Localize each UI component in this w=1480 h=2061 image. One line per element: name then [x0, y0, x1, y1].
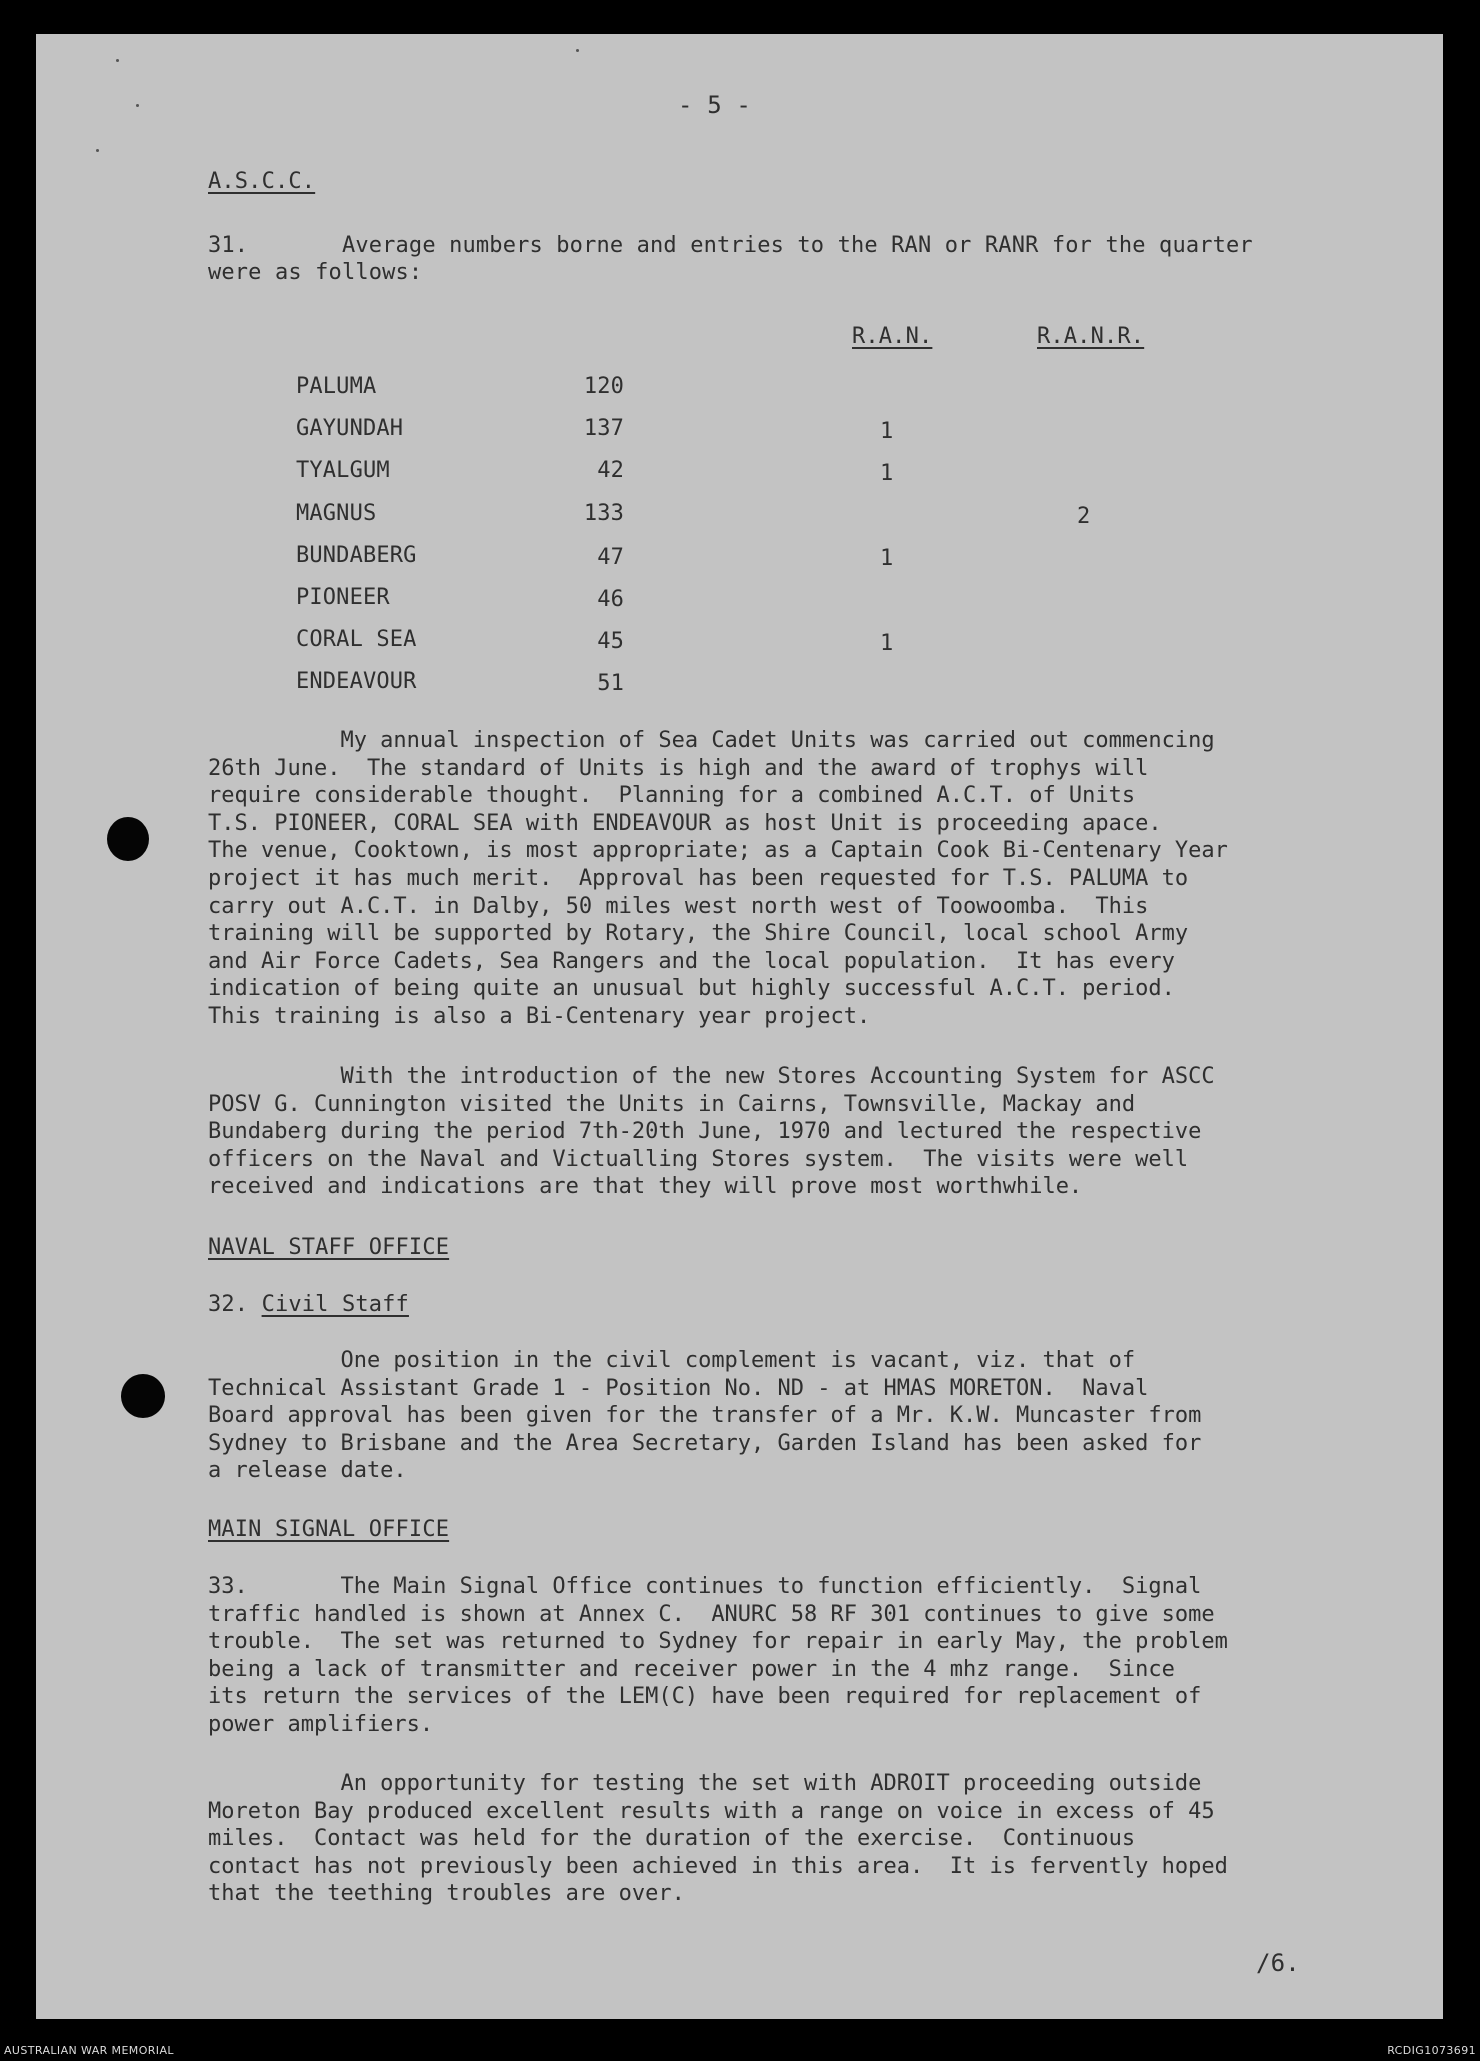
- testing-paragraph: An opportunity for testing the set with ADROIT proceeding outside Moreton Bay produced excellent results with a range on voice in excess of 45 miles. Contact was held for the duration of the exercise. Continuous contact has not previously been achieved in this area. It is fervently hoped that the teething troubles are over.: [208, 1771, 1228, 1907]
- unit-ran: 1: [880, 461, 894, 486]
- unit-ranr: 2: [1077, 504, 1091, 529]
- page-continuation: /6.: [1256, 1949, 1300, 1977]
- punch-hole: [121, 1374, 165, 1418]
- unit-borne: 47: [597, 545, 624, 570]
- unit-borne: 120: [583, 374, 624, 399]
- punch-hole: [107, 817, 149, 861]
- para31-line2: were as follows:: [208, 260, 423, 285]
- paper-speck: [96, 149, 99, 152]
- subsection-heading-civil-staff: Civil Staff: [261, 1292, 409, 1317]
- footer-archive-name: AUSTRALIAN WAR MEMORIAL: [4, 2044, 174, 2057]
- section-heading-main-signal: MAIN SIGNAL OFFICE: [208, 1517, 450, 1542]
- column-header-ranr: R.A.N.R.: [1037, 324, 1145, 349]
- unit-name: CORAL SEA: [296, 627, 417, 652]
- unit-name: TYALGUM: [296, 458, 390, 483]
- unit-name: GAYUNDAH: [296, 416, 404, 441]
- unit-ran: 1: [880, 631, 894, 656]
- unit-borne: 137: [583, 416, 624, 441]
- column-header-ran: R.A.N.: [852, 324, 933, 349]
- paper-speck: [576, 49, 579, 52]
- inspection-paragraph: My annual inspection of Sea Cadet Units was carried out commencing 26th June. The standard of Units is high and the award of trophys will require considerable thought. Planning for a combined A.C.T. of Units T.S. PIONEER, CORAL SEA with ENDEAVOUR as host Unit is proceeding apace. The venue, Cooktown, is most appropriate; as a Captain Cook Bi-Centenary Year project it has much merit. Approval has been requested for T.S. PALUMA to carry out A.C.T. in Dalby, 50 miles west north west of Toowoomba. This training will be supported by Rotary, the Shire Council, local school Army and Air Force Cadets, Sea Rangers and the local population. It has every indication of being quite an unusual but highly successful A.C.T. period. This training is also a Bi-Centenary year project.: [208, 728, 1228, 1029]
- unit-borne: 51: [597, 671, 624, 696]
- unit-borne: 133: [583, 501, 624, 526]
- para33: 33. The Main Signal Office continues to function efficiently. Signal traffic handled is shown at Annex C. ANURC 58 RF 301 continues to give some trouble. The set was returned to Sydney for repair in early May, the problem being a lack of transmitter and receiver power in the 4 mhz range. Since its return the services of the LEM(C) have been required for replacement of power amplifiers.: [208, 1574, 1228, 1737]
- section-heading-ascc: A.S.C.C.: [208, 169, 316, 194]
- unit-borne: 46: [597, 587, 624, 612]
- footer-record-id: RCDIG1073691: [1387, 2044, 1476, 2057]
- document-page: [36, 34, 1443, 2019]
- unit-ran: 1: [880, 419, 894, 444]
- unit-name: BUNDABERG: [296, 543, 417, 568]
- civil-staff-paragraph: One position in the civil complement is vacant, viz. that of Technical Assistant Grade 1 - Position No. ND - at HMAS MORETON. Naval Board approval has been given for the transfer of a Mr. K.W. Muncaster from Sydney to Brisbane and the Area Secretary, Garden Island has been asked for a release date.: [208, 1348, 1202, 1484]
- unit-name: ENDEAVOUR: [296, 669, 417, 694]
- unit-borne: 45: [597, 629, 624, 654]
- subsection-32: [208, 1291, 409, 1319]
- unit-name: MAGNUS: [296, 501, 377, 526]
- unit-name: PALUMA: [296, 374, 377, 399]
- paper-speck: [116, 59, 119, 62]
- para31-line1: 31. Average numbers borne and entries to the RAN or RANR for the quarter: [208, 233, 1253, 258]
- unit-borne: 42: [597, 458, 624, 483]
- paper-speck: [136, 104, 139, 107]
- stores-paragraph: With the introduction of the new Stores Accounting System for ASCC POSV G. Cunnington visited the Units in Cairns, Townsville, Mackay and Bundaberg during the period 7th-20th June, 1970 and lectured the respective officers on the Naval and Victualling Stores system. The visits were well received and indications are that they will prove most worthwhile.: [208, 1064, 1215, 1200]
- section-heading-naval-staff: NAVAL STAFF OFFICE: [208, 1235, 450, 1260]
- unit-name: PIONEER: [296, 585, 390, 610]
- unit-ran: 1: [880, 546, 894, 571]
- page-number: - 5 -: [678, 91, 751, 119]
- subsection-number: 32.: [208, 1292, 262, 1317]
